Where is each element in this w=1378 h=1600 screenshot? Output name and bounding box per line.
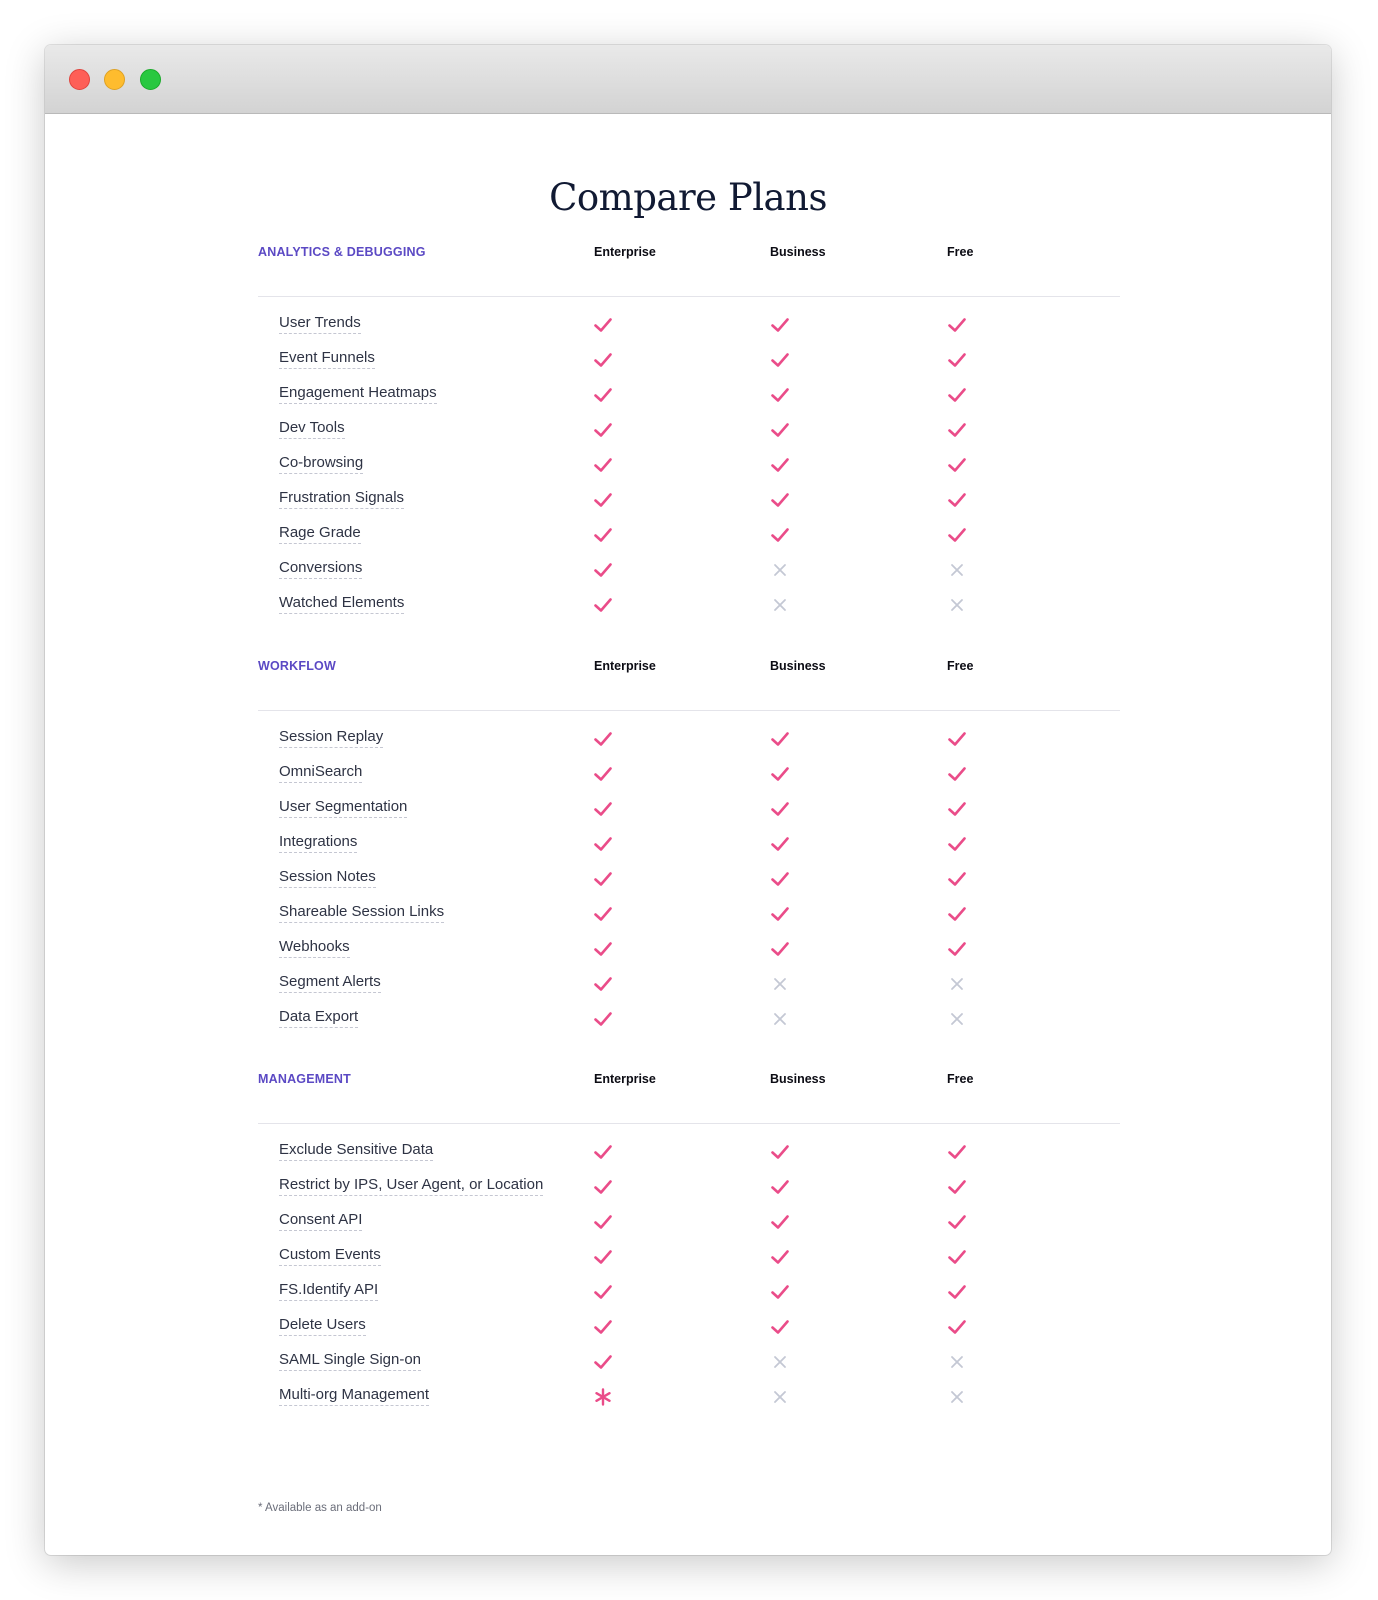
check-icon <box>592 1246 614 1268</box>
check-icon <box>946 419 968 441</box>
close-window-button[interactable] <box>69 69 90 90</box>
table-row <box>258 757 1120 792</box>
table-row <box>258 967 1120 1002</box>
column-header-business: Business <box>770 659 826 673</box>
check-icon <box>592 798 614 820</box>
window-titlebar <box>45 45 1331 114</box>
table-row <box>258 792 1120 827</box>
check-icon <box>592 1176 614 1198</box>
table-row <box>258 932 1120 967</box>
feature-label[interactable]: Rage Grade <box>279 524 361 544</box>
check-icon <box>769 1246 791 1268</box>
feature-label[interactable]: User Trends <box>279 314 361 334</box>
table-row <box>258 1275 1120 1310</box>
table-row <box>258 897 1120 932</box>
check-icon <box>769 868 791 890</box>
feature-rows <box>258 1124 1120 1415</box>
check-icon <box>769 454 791 476</box>
check-icon <box>592 1351 614 1373</box>
check-icon <box>769 938 791 960</box>
check-icon <box>946 384 968 406</box>
check-icon <box>592 594 614 616</box>
check-icon <box>769 1176 791 1198</box>
section-header <box>258 234 1120 297</box>
check-icon <box>592 419 614 441</box>
feature-rows <box>258 711 1120 1037</box>
feature-label[interactable]: Delete Users <box>279 1316 366 1336</box>
feature-label[interactable]: Engagement Heatmaps <box>279 384 437 404</box>
column-header-enterprise: Enterprise <box>594 659 656 673</box>
section-header <box>258 1061 1120 1124</box>
table-row <box>258 413 1120 448</box>
check-icon <box>592 903 614 925</box>
check-icon <box>769 763 791 785</box>
column-header-free: Free <box>947 659 974 673</box>
column-header-free: Free <box>947 245 974 259</box>
feature-label[interactable]: Event Funnels <box>279 349 375 369</box>
column-header-business: Business <box>770 245 826 259</box>
check-icon <box>769 1211 791 1233</box>
check-icon <box>946 833 968 855</box>
check-icon <box>946 1246 968 1268</box>
check-icon <box>592 1211 614 1233</box>
check-icon <box>769 349 791 371</box>
check-icon <box>946 1316 968 1338</box>
cross-icon <box>946 1386 968 1408</box>
feature-label[interactable]: Data Export <box>279 1008 358 1028</box>
table-row <box>258 483 1120 518</box>
feature-label[interactable]: Frustration Signals <box>279 489 404 509</box>
check-icon <box>592 384 614 406</box>
cross-icon <box>769 559 791 581</box>
check-icon <box>769 419 791 441</box>
cross-icon <box>946 973 968 995</box>
feature-label[interactable]: Restrict by IPS, User Agent, or Location <box>279 1176 543 1196</box>
check-icon <box>946 1211 968 1233</box>
browser-window <box>45 45 1331 1555</box>
check-icon <box>946 728 968 750</box>
feature-label[interactable]: Webhooks <box>279 938 350 958</box>
feature-label[interactable]: SAML Single Sign-on <box>279 1351 421 1371</box>
table-row <box>258 722 1120 757</box>
check-icon <box>946 524 968 546</box>
table-row <box>258 448 1120 483</box>
feature-rows <box>258 297 1120 623</box>
zoom-window-button[interactable] <box>140 69 161 90</box>
table-row <box>258 1240 1120 1275</box>
cross-icon <box>769 1351 791 1373</box>
section-title: ANALYTICS & DEBUGGING <box>258 245 426 259</box>
check-icon <box>769 384 791 406</box>
check-icon <box>769 489 791 511</box>
column-header-enterprise: Enterprise <box>594 1072 656 1086</box>
check-icon <box>592 868 614 890</box>
section-title: WORKFLOW <box>258 659 336 673</box>
table-row <box>258 308 1120 343</box>
feature-label[interactable]: User Segmentation <box>279 798 407 818</box>
check-icon <box>946 349 968 371</box>
feature-label[interactable]: Session Replay <box>279 728 383 748</box>
cross-icon <box>946 559 968 581</box>
cross-icon <box>946 1351 968 1373</box>
table-row <box>258 553 1120 588</box>
check-icon <box>592 314 614 336</box>
column-header-free: Free <box>947 1072 974 1086</box>
column-header-business: Business <box>770 1072 826 1086</box>
feature-label[interactable]: Segment Alerts <box>279 973 381 993</box>
table-row <box>258 378 1120 413</box>
check-icon <box>946 1176 968 1198</box>
check-icon <box>592 1141 614 1163</box>
table-row <box>258 827 1120 862</box>
check-icon <box>769 728 791 750</box>
check-icon <box>592 559 614 581</box>
check-icon <box>592 728 614 750</box>
cross-icon <box>769 594 791 616</box>
page-title: Compare Plans <box>549 176 827 219</box>
check-icon <box>769 1316 791 1338</box>
check-icon <box>769 314 791 336</box>
section-management <box>258 1061 1120 1415</box>
table-row <box>258 1310 1120 1345</box>
check-icon <box>946 1141 968 1163</box>
cross-icon <box>946 594 968 616</box>
footnote: * Available as an add-on <box>258 1502 382 1514</box>
check-icon <box>592 833 614 855</box>
cross-icon <box>946 1008 968 1030</box>
feature-label[interactable]: Shareable Session Links <box>279 903 444 923</box>
feature-label[interactable]: Session Notes <box>279 868 376 888</box>
check-icon <box>946 763 968 785</box>
check-icon <box>592 1281 614 1303</box>
check-icon <box>592 454 614 476</box>
feature-label[interactable]: Watched Elements <box>279 594 404 614</box>
check-icon <box>946 868 968 890</box>
check-icon <box>946 798 968 820</box>
feature-label[interactable]: Conversions <box>279 559 362 579</box>
check-icon <box>946 314 968 336</box>
feature-label[interactable]: Multi-org Management <box>279 1386 429 1406</box>
check-icon <box>946 1281 968 1303</box>
column-header-enterprise: Enterprise <box>594 245 656 259</box>
check-icon <box>592 1316 614 1338</box>
table-row <box>258 1345 1120 1380</box>
check-icon <box>592 524 614 546</box>
table-row <box>258 1205 1120 1240</box>
check-icon <box>592 973 614 995</box>
feature-label[interactable]: OmniSearch <box>279 763 362 783</box>
table-row <box>258 343 1120 378</box>
check-icon <box>592 763 614 785</box>
check-icon <box>592 349 614 371</box>
check-icon <box>769 833 791 855</box>
section-workflow <box>258 648 1120 1037</box>
table-row <box>258 1002 1120 1037</box>
table-row <box>258 518 1120 553</box>
check-icon <box>592 489 614 511</box>
feature-label[interactable]: FS.Identify API <box>279 1281 378 1301</box>
feature-label[interactable]: Consent API <box>279 1211 362 1231</box>
check-icon <box>769 903 791 925</box>
asterisk-icon <box>592 1386 614 1408</box>
cross-icon <box>769 1386 791 1408</box>
check-icon <box>592 938 614 960</box>
table-row <box>258 862 1120 897</box>
check-icon <box>769 798 791 820</box>
feature-label[interactable]: Custom Events <box>279 1246 381 1266</box>
check-icon <box>946 903 968 925</box>
feature-label[interactable]: Co-browsing <box>279 454 363 474</box>
check-icon <box>769 1281 791 1303</box>
feature-label[interactable]: Dev Tools <box>279 419 345 439</box>
check-icon <box>946 454 968 476</box>
check-icon <box>769 524 791 546</box>
check-icon <box>946 938 968 960</box>
feature-label[interactable]: Exclude Sensitive Data <box>279 1141 433 1161</box>
section-header <box>258 648 1120 711</box>
check-icon <box>769 1141 791 1163</box>
feature-label[interactable]: Integrations <box>279 833 357 853</box>
table-row <box>258 588 1120 623</box>
section-analytics <box>258 234 1120 623</box>
cross-icon <box>769 973 791 995</box>
section-title: MANAGEMENT <box>258 1072 351 1086</box>
check-icon <box>946 489 968 511</box>
table-row <box>258 1170 1120 1205</box>
minimize-window-button[interactable] <box>104 69 125 90</box>
check-icon <box>592 1008 614 1030</box>
table-row <box>258 1135 1120 1170</box>
cross-icon <box>769 1008 791 1030</box>
table-row <box>258 1380 1120 1415</box>
